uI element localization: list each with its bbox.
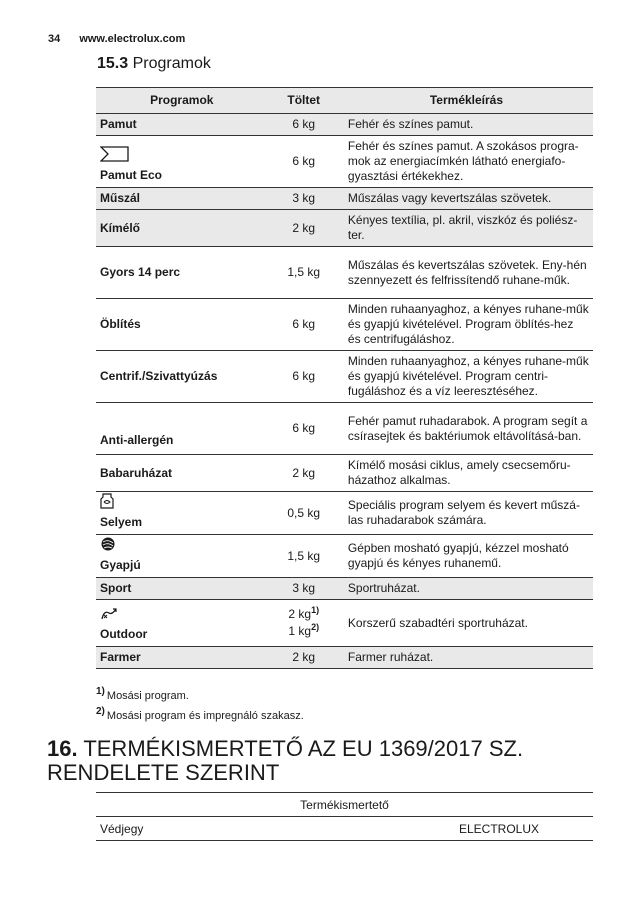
program-load: 6 kg	[268, 114, 340, 136]
programs-table	[96, 87, 593, 669]
program-name: Babaruházat	[96, 455, 268, 492]
column-header-programs: Programok	[96, 88, 268, 114]
program-description: Farmer ruházat.	[340, 647, 593, 669]
program-load-alt: 1 kg	[288, 624, 312, 638]
table-row	[96, 114, 593, 136]
program-cell	[96, 600, 268, 647]
page-header	[48, 33, 185, 45]
table-row	[96, 403, 593, 455]
program-load: 1,5 kg	[268, 247, 340, 299]
table-row	[96, 455, 593, 492]
column-header-description: Termékleírás	[340, 88, 593, 114]
section-title-text: Programok	[132, 55, 211, 72]
program-name: Gyapjú	[100, 558, 141, 572]
program-load: 6 kg	[268, 351, 340, 403]
table-header-row	[96, 88, 593, 114]
table-row	[96, 299, 593, 351]
footnote	[96, 686, 189, 702]
program-load: 2 kg	[268, 455, 340, 492]
program-name: Centrif./Szivattyúzás	[96, 351, 268, 403]
program-name: Anti-allergén	[96, 403, 268, 455]
outdoor-icon	[100, 607, 118, 621]
table-row	[96, 793, 593, 817]
column-header-load: Töltet	[268, 88, 340, 114]
program-load: 6 kg	[268, 299, 340, 351]
footnote	[96, 706, 304, 722]
program-description: Korszerű szabadtéri sportruházat.	[340, 600, 593, 647]
program-cell	[96, 535, 268, 578]
table-row	[96, 535, 593, 578]
footnote-text: Mosási program és impregnáló szakasz.	[106, 710, 304, 722]
program-load: 3 kg	[268, 188, 340, 210]
program-load: 2 kg	[268, 210, 340, 247]
program-description: Speciális program selyem és kevert műszá-las ruhadarabok számára.	[340, 492, 593, 535]
program-load: 1,5 kg	[268, 535, 340, 578]
program-load: 2 kg	[288, 607, 312, 621]
program-description: Fehér és színes pamut. A szokásos progra-mok az energiacímkén látható energiafo-gyasztási értékekhez.	[340, 136, 593, 188]
program-name: Pamut Eco	[100, 168, 163, 182]
info-label: Védjegy	[96, 817, 455, 841]
table-row	[96, 210, 593, 247]
program-name: Műszál	[96, 188, 268, 210]
chapter-title	[47, 737, 607, 785]
program-name: Öblítés	[96, 299, 268, 351]
table-row	[96, 600, 593, 647]
program-description: Műszálas vagy kevertszálas szövetek.	[340, 188, 593, 210]
program-name: Gyors 14 perc	[96, 247, 268, 299]
program-cell	[96, 492, 268, 535]
footnote-mark: 1)	[96, 686, 105, 698]
table-row	[96, 647, 593, 669]
table-row	[96, 817, 593, 841]
table-row	[96, 136, 593, 188]
chapter-number: 16.	[47, 736, 78, 761]
program-cell	[96, 136, 268, 188]
table-row	[96, 188, 593, 210]
footnote-mark: 2)	[96, 706, 105, 718]
info-table-header: Termékismertető	[96, 793, 593, 817]
program-description: Műszálas és kevertszálas szövetek. Eny-hén szennyezett és felfrissítendő ruhane-műk.	[340, 247, 593, 299]
program-load: 6 kg	[268, 136, 340, 188]
footnote-ref: 2)	[311, 622, 320, 632]
program-description: Kényes textília, pl. akril, viszkóz és poliész-ter.	[340, 210, 593, 247]
program-description: Fehér pamut ruhadarabok. A program segít a csírasejtek és baktériumok eltávolításá-ban.	[340, 403, 593, 455]
table-row	[96, 247, 593, 299]
program-name: Selyem	[100, 515, 143, 529]
program-load: 2 kg	[268, 647, 340, 669]
section-number: 15.3	[97, 55, 129, 72]
program-description: Fehér és színes pamut.	[340, 114, 593, 136]
program-description: Gépben mosható gyapjú, kézzel mosható gyapjú és kényes ruhanemű.	[340, 535, 593, 578]
silk-icon	[100, 493, 114, 509]
product-info-table	[96, 792, 593, 841]
program-load: 0,5 kg	[268, 492, 340, 535]
info-value: ELECTROLUX	[455, 817, 593, 841]
program-name: Pamut	[96, 114, 268, 136]
wool-icon	[100, 536, 116, 552]
program-description: Sportruházat.	[340, 578, 593, 600]
program-name: Outdoor	[100, 627, 148, 641]
program-description: Kímélő mosási ciklus, amely csecsemőru-házathoz alkalmas.	[340, 455, 593, 492]
program-name: Sport	[96, 578, 268, 600]
chapter-title-text: TERMÉKISMERTETŐ AZ EU 1369/2017 SZ. RENDELETE SZERINT	[47, 736, 524, 785]
program-name: Farmer	[96, 647, 268, 669]
program-load-cell	[268, 600, 340, 647]
program-name: Kímélő	[96, 210, 268, 247]
header-url: www.electrolux.com	[79, 33, 186, 45]
program-load: 3 kg	[268, 578, 340, 600]
footnote-text: Mosási program.	[106, 690, 189, 702]
program-description: Minden ruhaanyaghoz, a kényes ruhane-műk és gyapjú kivételével. Program öblítés-hez és centrifugáláshoz.	[340, 299, 593, 351]
program-description: Minden ruhaanyaghoz, a kényes ruhane-műk és gyapjú kivételével. Program centri-fugáláshoz és a víz leeresztéséhez.	[340, 351, 593, 403]
table-row	[96, 492, 593, 535]
page-number: 34	[48, 33, 61, 45]
section-title	[97, 55, 211, 73]
eco-tag-icon	[100, 146, 130, 162]
footnote-ref: 1)	[311, 605, 320, 615]
table-row	[96, 351, 593, 403]
program-load: 6 kg	[268, 403, 340, 455]
table-row	[96, 578, 593, 600]
